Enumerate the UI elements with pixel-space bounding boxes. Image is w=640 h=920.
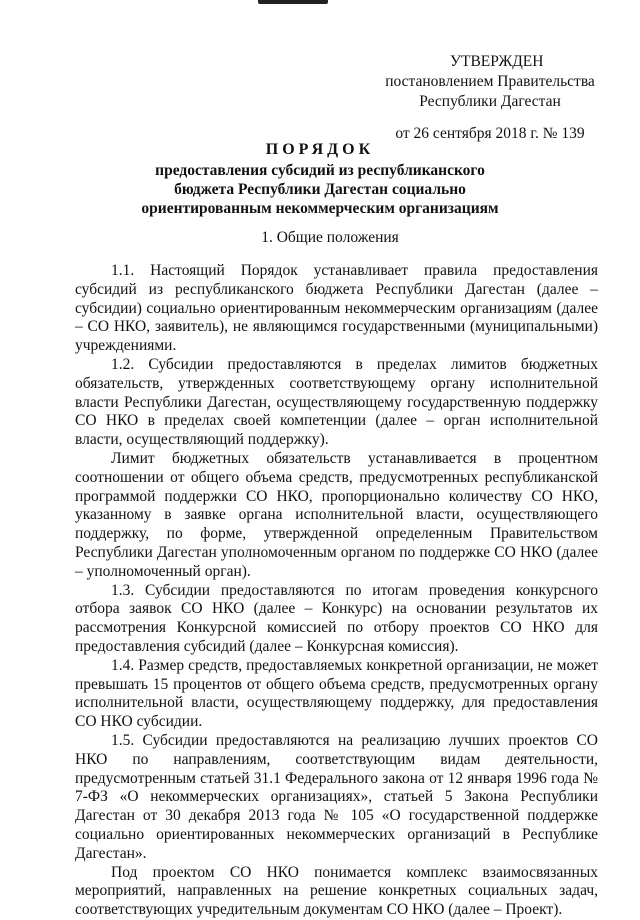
paragraph: 1.2. Субсидии предоставляются в пределах лимитов бюджетных обязательств, утвержденных соответствующему органу исполнительной власти Республики Дагестан, осуществляющему государственную поддержку СО НКО в пределах своей компетенции (далее – орган исполнительной власти, осуществляющий поддержку). — [75, 355, 598, 449]
document-body — [75, 262, 598, 920]
paragraph: 1.5. Субсидии предоставляются на реализацию лучших проектов СО НКО по направлениям, соответствующим видам деятельности, предусмотренным статьей 31.1 Федерального закона от 12 января 1996 года № 7-ФЗ «О некоммерческих организациях», статьей 5 Закона Республики Дагестан от 30 декабря 2013 года № 105 «О государственной поддержке социально ориентированных некоммерческих организаций в Республике Дагестан». — [75, 731, 598, 862]
subtitle-line: предоставления субсидий из республиканского — [155, 162, 485, 179]
approval-block — [370, 52, 610, 144]
approval-date: от 26 сентября 2018 г. № 139 — [395, 125, 585, 142]
document-subtitle — [100, 161, 540, 218]
paragraph: 1.4. Размер средств, предоставляемых конкретной организации, не может превышать 15 процентов от общего объема средств, предусмотренных органу исполнительной власти, осуществляющему поддержку, для предоставления СО НКО субсидии. — [75, 656, 598, 731]
subtitle-line: ориентированным некоммерческим организациям — [141, 200, 499, 217]
section-heading: 1. Общие положения — [261, 229, 399, 246]
paragraph: 1.3. Субсидии предоставляются по итогам проведения конкурсного отбора заявок СО НКО (далее – Конкурс) на основании результатов их рассмотрения Конкурсной комиссией по отбору проектов СО НКО для предоставления субсидий (далее – Конкурсная комиссия). — [75, 581, 598, 655]
approval-heading: УТВЕРЖДЕН — [450, 53, 544, 70]
paragraph: Лимит бюджетных обязательств устанавливается в процентном соотношении от общего объема средств, предусмотренных республиканской программой поддержки СО НКО, пропорционально количеству СО НКО, указанному в заявке органа исполнительной власти, осуществляющего поддержку, по форме, утвержденной определенным Правительством Республики Дагестан уполномоченным органом по поддержке СО НКО (далее – уполномоченный орган). — [75, 449, 598, 580]
paragraph: Под проектом СО НКО понимается комплекс взаимосвязанных мероприятий, направленных на решение конкретных социальных задач, соответствующих учредительным документам СО НКО (далее – Проект). — [75, 863, 598, 919]
document-title: ПОРЯДОК — [265, 141, 375, 158]
scan-mark — [258, 0, 328, 4]
subtitle-line: бюджета Республики Дагестан социально — [174, 181, 466, 198]
approval-line: Республики Дагестан — [419, 93, 561, 110]
paragraph: 1.1. Настоящий Порядок устанавливает правила предоставления субсидий из республиканского бюджета Республики Дагестан (далее – субсидии) социально ориентированным некоммерческим организациям (далее – СО НКО, заявитель), не являющимся государственными (муниципальными) учреждениями. — [75, 262, 598, 355]
approval-line: постановлением Правительства — [385, 73, 595, 90]
